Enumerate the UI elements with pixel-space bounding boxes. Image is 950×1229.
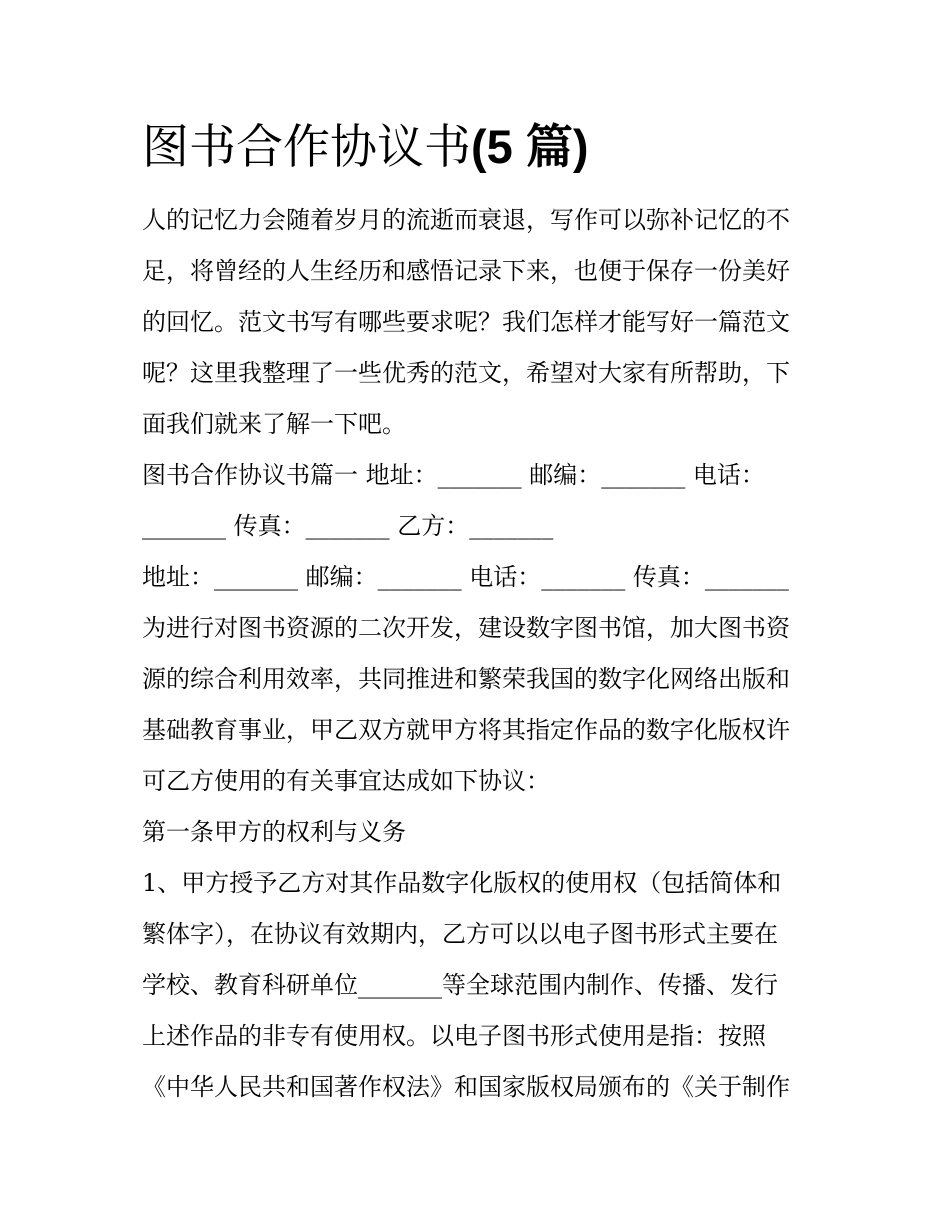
title-main: 图书合作协议书	[142, 120, 471, 175]
text-line: 基础教育事业，甲乙双方就甲方将其指定作品的数字化版权许	[142, 716, 790, 744]
text-line: 为进行对图书资源的二次开发，建设数字图书馆，加大图书资	[142, 614, 790, 642]
text-line: 足，将曾经的人生经历和感悟记录下来，也便于保存一份美好	[142, 257, 790, 285]
document-title	[142, 112, 589, 183]
text-line: 上述作品的非专有使用权。以电子图书形式使用是指：按照	[142, 1022, 766, 1050]
text-line: 呢？这里我整理了一些优秀的范文，希望对大家有所帮助，下	[142, 359, 790, 387]
text-line: 学校、教育科研单位_______等全球范围内制作、传播、发行	[142, 971, 778, 999]
document-body	[142, 195, 814, 1113]
title-suffix: (5 篇)	[471, 120, 589, 173]
text-line: 人的记忆力会随着岁月的流逝而衰退，写作可以弥补记忆的不	[142, 206, 790, 234]
text-line: 图书合作协议书篇一 地址：_______ 邮编：_______ 电话：	[142, 461, 765, 489]
text-line: 地址：_______ 邮编：_______ 电话：_______ 传真：_______	[142, 563, 789, 591]
text-line: _______ 传真：_______ 乙方：_______	[142, 512, 554, 540]
text-line: 1、甲方授予乙方对其作品数字化版权的使用权（包括简体和	[142, 869, 782, 897]
text-line: 《中华人民共和国著作权法》和国家版权局颁布的《关于制作	[142, 1073, 790, 1101]
text-line: 可乙方使用的有关事宜达成如下协议：	[142, 767, 550, 795]
text-line: 繁体字），在协议有效期内，乙方可以以电子图书形式主要在	[142, 920, 778, 948]
text-line: 面我们就来了解一下吧。	[142, 410, 406, 438]
text-line: 源的综合利用效率，共同推进和繁荣我国的数字化网络出版和	[142, 665, 790, 693]
text-line: 的回忆。范文书写有哪些要求呢？我们怎样才能写好一篇范文	[142, 308, 790, 336]
section-heading: 第一条甲方的权利与义务	[142, 818, 406, 846]
